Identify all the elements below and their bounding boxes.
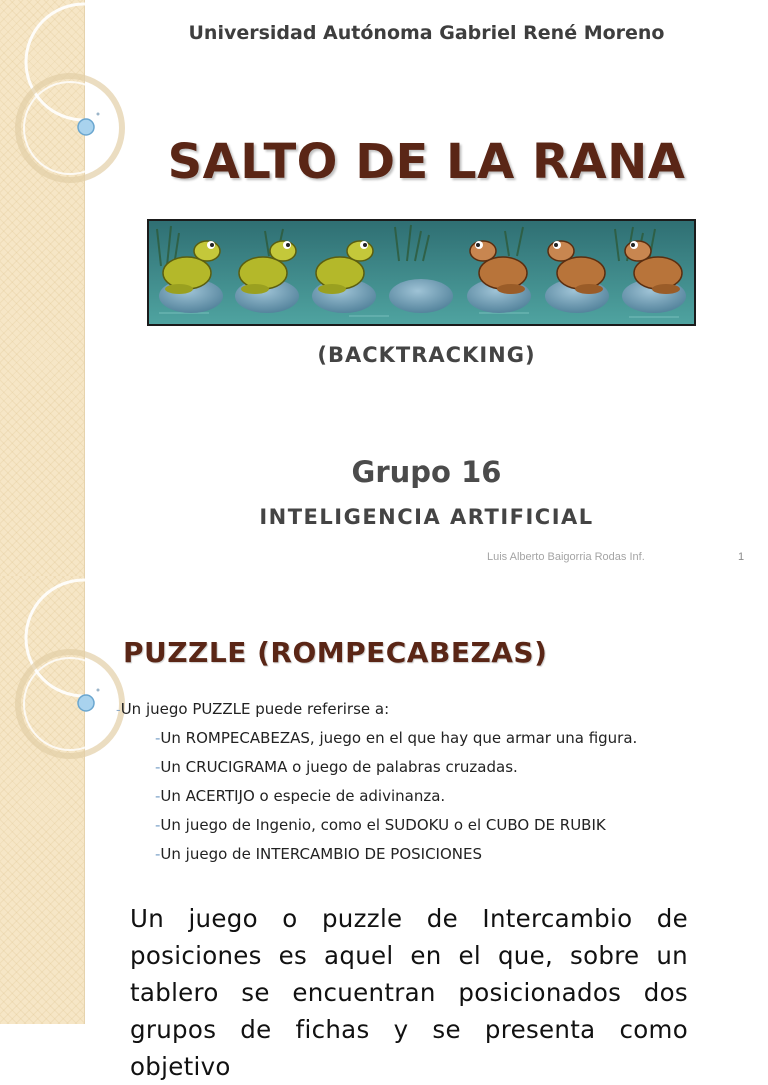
footer-author: Luis Alberto Baigorria Rodas Inf. bbox=[487, 551, 645, 563]
list-item bbox=[155, 729, 637, 747]
bullet-dash: - bbox=[155, 787, 161, 805]
list-item-text: Un ROMPECABEZAS, juego en el que hay que armar una figura. bbox=[160, 729, 638, 747]
list-item bbox=[155, 787, 445, 805]
list-item-text: Un CRUCIGRAMA o juego de palabras cruzadas. bbox=[160, 758, 518, 776]
list-item bbox=[155, 845, 482, 863]
bullet-dash: - bbox=[155, 845, 161, 863]
slide-heading: PUZZLE (ROMPECABEZAS) bbox=[123, 636, 548, 669]
frog-scene-illustration bbox=[149, 221, 694, 324]
list-item bbox=[155, 758, 518, 776]
intro-text: Un juego PUZZLE puede referirse a: bbox=[120, 700, 390, 718]
list-item-text: Un juego de INTERCAMBIO DE POSICIONES bbox=[160, 845, 483, 863]
page-number: 1 bbox=[738, 551, 745, 563]
bullet-dash: - bbox=[155, 816, 161, 834]
ring-decoration-icon bbox=[0, 576, 120, 776]
group-label: Grupo 16 bbox=[351, 455, 502, 489]
bullet-dash: - bbox=[116, 703, 121, 718]
slide-subtitle: (BACKTRACKING) bbox=[317, 343, 536, 367]
slide-title: SALTO DE LA RANA bbox=[167, 134, 686, 190]
course-name: INTELIGENCIA ARTIFICIAL bbox=[259, 505, 594, 529]
body-paragraph: Un juego o puzzle de Intercambio de posiciones es aquel en el que, sobre un tablero se encuentran posicionados dos grupos de fichas y se presenta como objetivo bbox=[130, 904, 688, 1081]
bullet-dash: - bbox=[155, 729, 161, 747]
frog-puzzle-image bbox=[147, 219, 696, 326]
bullet-dash: - bbox=[155, 758, 161, 776]
university-name: Universidad Autónoma Gabriel René Moreno bbox=[188, 22, 665, 44]
list-item-text: Un ACERTIJO o especie de adivinanza. bbox=[160, 787, 446, 805]
intro-line bbox=[116, 700, 389, 718]
slide-2 bbox=[0, 576, 768, 1081]
list-item bbox=[155, 816, 606, 834]
list-item-text: Un juego de Ingenio, como el SUDOKU o el CUBO DE RUBIK bbox=[160, 816, 606, 834]
